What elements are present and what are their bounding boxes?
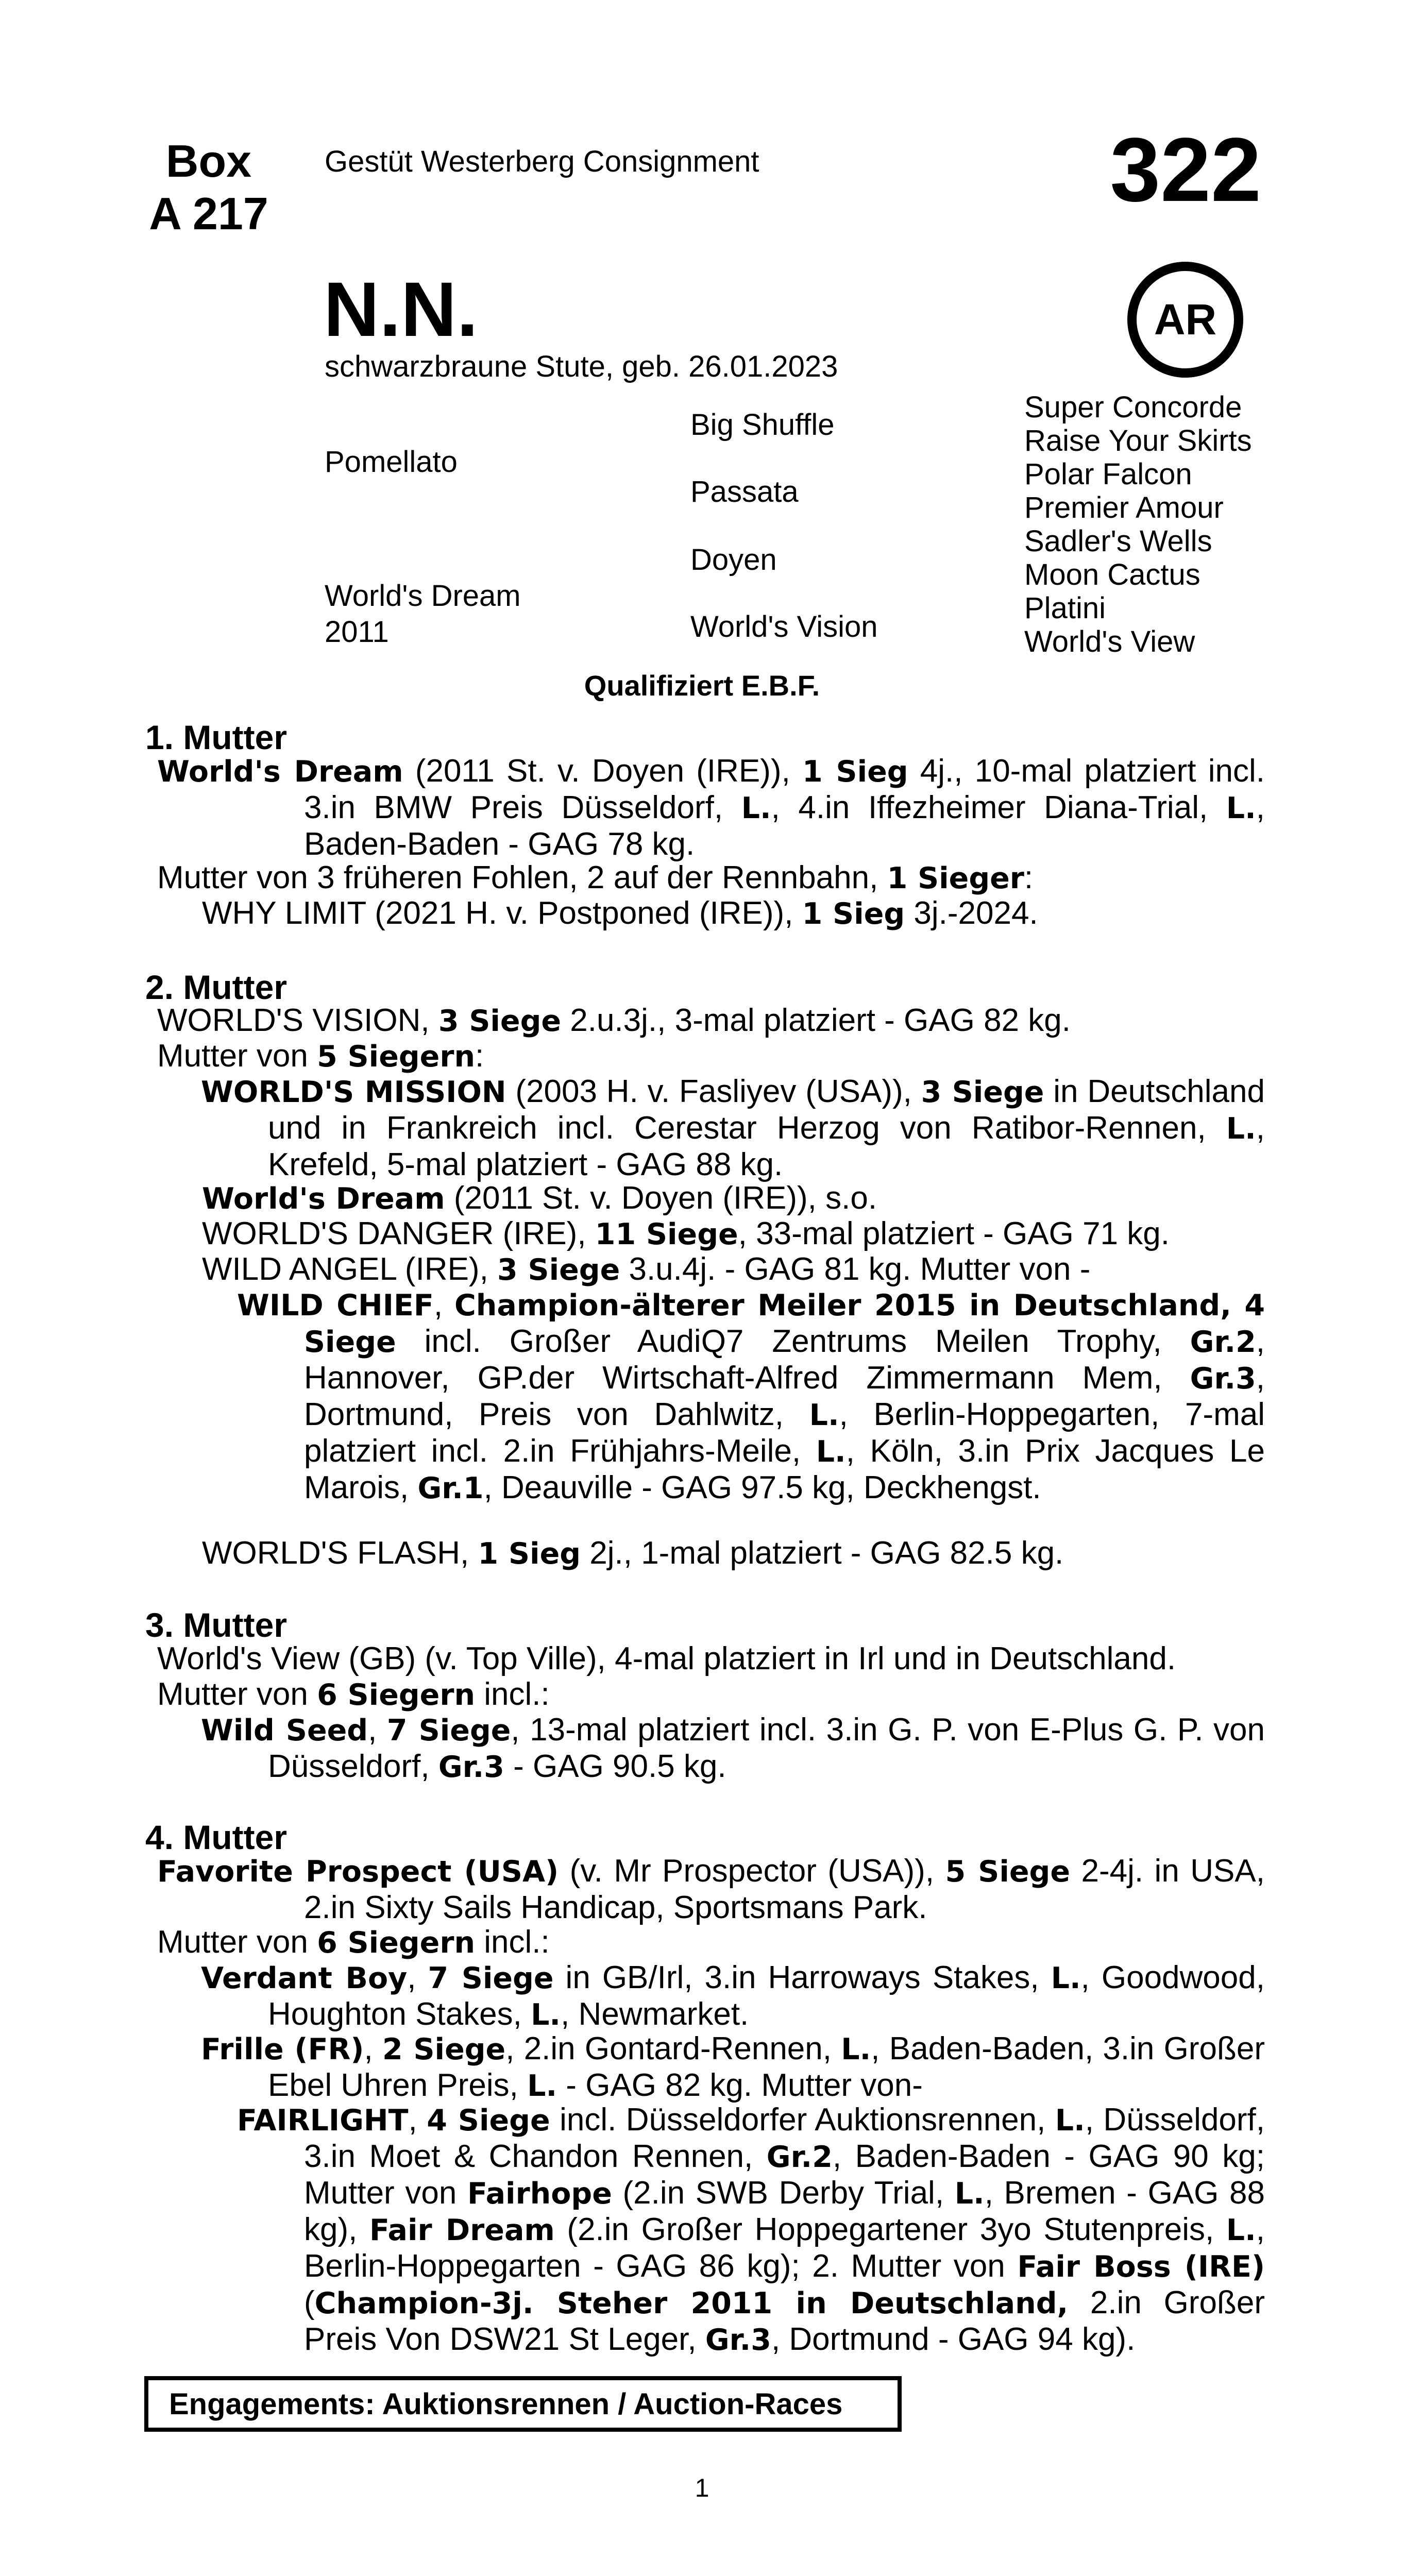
- section-title-m3: 3. Mutter: [145, 1606, 287, 1644]
- pedigree-gen3-8: World's View: [1024, 625, 1195, 658]
- m2-offspring-2: World's Dream (2011 St. v. Doyen (IRE)), s.o.: [202, 1180, 877, 1216]
- m2-offspring-1: WORLD'S MISSION (2003 H. v. Fasliyev (USA)), 3 Siege in Deutschland und in Frankreich incl. Cerestar Herzog von Ratibor-Rennen, L., Krefeld, 5-mal platziert - GAG 88 kg.: [201, 1074, 1265, 1182]
- m3-offspring-intro: Mutter von 6 Siegern incl.:: [157, 1676, 550, 1712]
- m4-dam-entry: Favorite Prospect (USA) (v. Mr Prospector (USA)), 5 Siege 2-4j. in USA, 2.in Sixty Sails Handicap, Sportsmans Park.: [157, 1853, 1265, 1925]
- m2-grand-offspring-1: WILD CHIEF, Champion-älterer Meiler 2015 in Deutschland, 4 Siege incl. Großer AudiQ7 Zentrums Meilen Trophy, Gr.2, Hannover, GP.der Wirtschaft-Alfred Zimmermann Mem, Gr.3, Dortmund, Preis von Dahlwitz, L., Berlin-Hoppegarten, 7-mal platziert incl. 2.in Frühjahrs-Meile, L., Köln, 3.in Prix Jacques Le Marois, Gr.1, Deauville - GAG 97.5 kg, Deckhengst.: [237, 1287, 1265, 1505]
- ar-badge-text: AR: [1154, 295, 1217, 344]
- pedigree-dam: World's Dream: [325, 579, 521, 613]
- m1-dam-entry: World's Dream (2011 St. v. Doyen (IRE)), 1 Sieg 4j., 10-mal platziert incl. 3.in BMW Preis Düsseldorf, L., 4.in Iffezheimer Diana-Trial, L., Baden-Baden - GAG 78 kg.: [157, 753, 1265, 862]
- ar-badge-icon: [1127, 262, 1243, 378]
- m4-offspring-2: Frille (FR), 2 Siege, 2.in Gontard-Rennen, L., Baden-Baden, 3.in Großer Ebel Uhren Preis, L. - GAG 82 kg. Mutter von-: [201, 2031, 1265, 2103]
- section-title-m1: 1. Mutter: [145, 718, 287, 756]
- m3-offspring-1: Wild Seed, 7 Siege, 13-mal platziert incl. 3.in G. P. von E-Plus G. P. von Düsseldorf, Gr.3 - GAG 90.5 kg.: [201, 1712, 1265, 1784]
- pedigree-gen3-2: Raise Your Skirts: [1024, 424, 1252, 457]
- pedigree-gen3-4: Premier Amour: [1024, 491, 1224, 524]
- consignor: Gestüt Westerberg Consignment: [325, 145, 759, 178]
- section-title-m2: 2. Mutter: [145, 968, 287, 1006]
- box-label: [126, 135, 291, 240]
- qualification: Qualifiziert E.B.F.: [584, 669, 820, 702]
- m4-grand-offspring-1: FAIRLIGHT, 4 Siege incl. Düsseldorfer Auktionsrennen, L., Düsseldorf, 3.in Moet & Chandon Rennen, Gr.2, Baden-Baden - GAG 90 kg; Mutter von Fairhope (2.in SWB Derby Trial, L., Bremen - GAG 88 kg), Fair Dream (2.in Großer Hoppegartener 3yo Stutenpreis, L., Berlin-Hoppegarten - GAG 86 kg); 2. Mutter von Fair Boss (IRE) (Champion-3j. Steher 2011 in Deutschland, 2.in Großer Preis Von DSW21 St Leger, Gr.3, Dortmund - GAG 94 kg).: [237, 2102, 1265, 2357]
- pedigree-gen3-6: Moon Cactus: [1024, 558, 1200, 591]
- pedigree-gen2-3: Doyen: [690, 543, 777, 577]
- pedigree-sire: Pomellato: [325, 445, 458, 479]
- m2-offspring-3: WORLD'S DANGER (IRE), 11 Siege, 33-mal platziert - GAG 71 kg.: [202, 1216, 1170, 1251]
- m2-dam-entry: WORLD'S VISION, 3 Siege 2.u.3j., 3-mal platziert - GAG 82 kg.: [157, 1003, 1071, 1038]
- pedigree-dam-year: 2011: [325, 615, 389, 649]
- pedigree-gen3-1: Super Concorde: [1024, 391, 1242, 424]
- pedigree-gen3-5: Sadler's Wells: [1024, 524, 1212, 558]
- m2-offspring-4: WILD ANGEL (IRE), 3 Siege 3.u.4j. - GAG 81 kg. Mutter von -: [202, 1251, 1091, 1287]
- engagements-box: [144, 2376, 902, 2432]
- pedigree-gen3: [1024, 391, 1252, 658]
- m4-offspring-1: Verdant Boy, 7 Siege in GB/Irl, 3.in Harroways Stakes, L., Goodwood, Houghton Stakes, L., Newmarket.: [201, 1960, 1265, 2032]
- m3-dam-entry: World's View (GB) (v. Top Ville), 4-mal platziert in Irl und in Deutschland.: [157, 1641, 1176, 1676]
- m1-offspring-intro: Mutter von 3 früheren Fohlen, 2 auf der Rennbahn, 1 Sieger:: [157, 860, 1034, 895]
- box-number: A 217: [149, 188, 268, 239]
- engagements-text: Engagements: Auktionsrennen / Auction-Races: [169, 2387, 843, 2421]
- page-number: 1: [695, 2473, 709, 2502]
- m4-offspring-intro: Mutter von 6 Siegern incl.:: [157, 1924, 550, 1960]
- pedigree-gen2-2: Passata: [690, 475, 799, 509]
- m2-offspring-intro: Mutter von 5 Siegern:: [157, 1038, 484, 1074]
- m2-offspring-5: WORLD'S FLASH, 1 Sieg 2j., 1-mal platziert - GAG 82.5 kg.: [202, 1535, 1064, 1571]
- horse-name: N.N.: [324, 266, 478, 352]
- m1-offspring-1: WHY LIMIT (2021 H. v. Postponed (IRE)), 1 Sieg 3j.-2024.: [202, 895, 1038, 931]
- pedigree-gen2-1: Big Shuffle: [690, 408, 835, 442]
- lot-number: 322: [1110, 120, 1261, 221]
- section-title-m4: 4. Mutter: [145, 1818, 287, 1856]
- box-word: Box: [165, 135, 252, 187]
- pedigree-gen3-3: Polar Falcon: [1024, 457, 1192, 491]
- pedigree-gen2-4: World's Vision: [690, 610, 878, 643]
- horse-description: schwarzbraune Stute, geb. 26.01.2023: [325, 350, 838, 383]
- pedigree-gen3-7: Platini: [1024, 591, 1106, 625]
